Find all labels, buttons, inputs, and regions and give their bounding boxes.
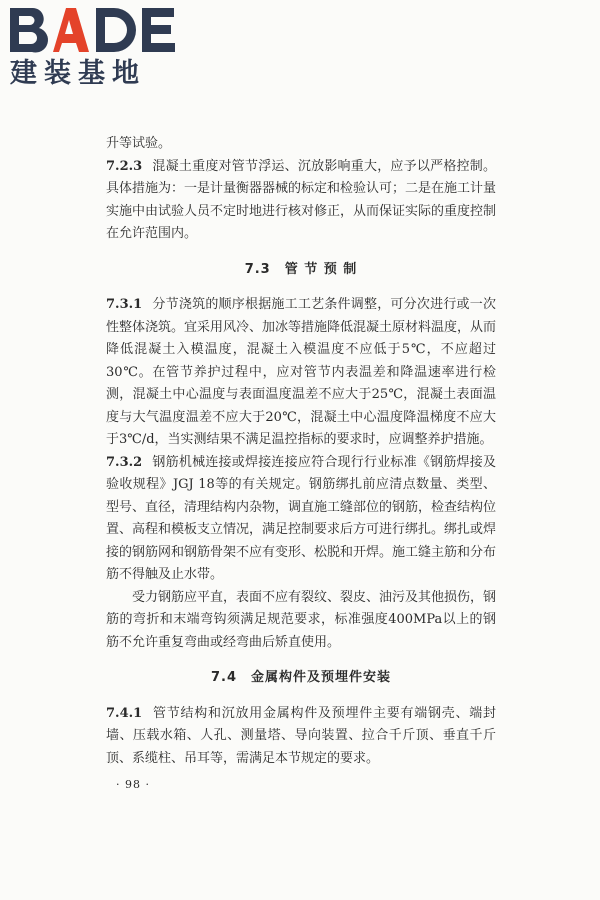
clause-7-3-2: 7.3.2 钢筋机械连接或焊接连接应符合现行行业标准《钢筋焊接及验收规程》JGJ 18等的有关规定。钢筋绑扎前应清点数量、类型、型号、直径，清理结构内杂物，调直施工缝部位的钢筋，检查结构位置、高程和模板支立情况，满足控制要求后方可进行绑扎。绑扎或焊接的钢筋网和钢筋骨架不应有变形、松脱和开焊。施工缝主筋和分布筋不得触及止水带。 — [106, 454, 497, 582]
clause-number: 7.2.3 — [106, 158, 143, 174]
section-heading-7-4: 7.4 金属构件及预埋件安装 — [210, 670, 392, 685]
clause-7-2-3: 7.2.3 混凝土重度对管节浮运、沉放影响重大，应予以严格控制。具体措施为：一是计量衡器器械的标定和检验认可；二是在施工计量实施中由试验人员不定时地进行核对修正，从而保证实际的重度控制在允许范围内。 — [106, 158, 497, 241]
clause-number: 7.3.1 — [106, 297, 143, 312]
clause-7-4-1: 7.4.1 管节结构和沉放用金属构件及预埋件主要有端钢壳、端封墙、压载水箱、人孔、测量塔、导向装置、拉合千斤顶、垂直千斤顶、系缆柱、吊耳等，需满足本节规定的要求。 — [106, 705, 496, 766]
section-heading-7-3: 7.3 管 节 预 制 — [244, 261, 358, 277]
paragraph-rebar: 受力钢筋应平直，表面不应有裂纹、裂皮、油污及其他损伤，钢筋的弯折和末端弯钩须满足规范要求，标准强度400MPa以上的钢筋不允许重复弯曲或经弯曲后矫直使用。 — [106, 589, 497, 650]
paragraph-continuation: 升等试验。 — [106, 136, 172, 151]
clause-number: 7.3.2 — [106, 454, 143, 470]
document-body — [106, 133, 496, 797]
page-number: · 98 · — [116, 778, 150, 791]
bade-logo-icon — [8, 4, 178, 56]
logo-subtitle: 建装基地 — [10, 58, 146, 89]
clause-number: 7.4.1 — [106, 705, 143, 721]
logo — [8, 4, 188, 90]
clause-7-3-1: 7.3.1 分节浇筑的顺序根据施工工艺条件调整，可分次进行或一次性整体浇筑。宜采用风冷、加冰等措施降低混凝土原材料温度，从而降低混凝土入模温度，混凝土入模温度不应低于5℃，不应超过30℃。在管节养护过程中，应对管节内表温差和降温速率进行检测，混凝土中心温度与表面温度温差不应大于25℃，混凝土表面温度与大气温度温差不应大于20℃，混凝土中心温度降温梯度不应大于3℃/d，当实测结果不满足温控指标的要求时，应调整养护措施。 — [106, 297, 497, 447]
